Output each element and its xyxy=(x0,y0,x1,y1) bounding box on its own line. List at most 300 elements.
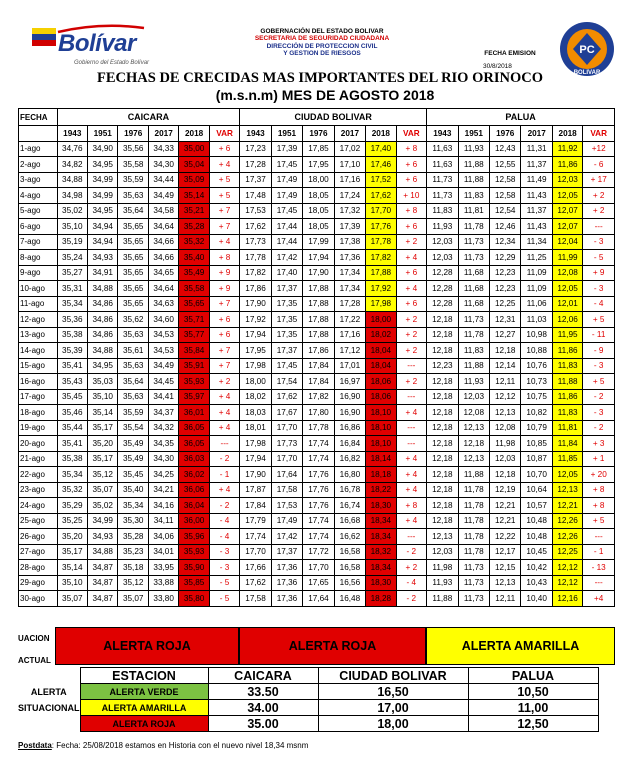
caicara-cell: 35,02 xyxy=(88,498,118,514)
caicara-cell: + 4 xyxy=(209,389,239,405)
caicara-cell: 35,20 xyxy=(57,529,87,545)
palua-cell: 12,21 xyxy=(490,513,521,529)
date-cell: 3-ago xyxy=(19,172,58,188)
legend-station-bolivar: CIUDAD BOLIVAR xyxy=(318,668,468,684)
bolivar-cell: 17,85 xyxy=(303,141,334,157)
year-header-bolivar-3: 2017 xyxy=(334,126,365,142)
caicara-cell: + 9 xyxy=(209,265,239,281)
caicara-cell: 35,17 xyxy=(57,544,87,560)
caicara-cell: 34,63 xyxy=(148,296,178,312)
bolivar-cell: 17,23 xyxy=(240,141,271,157)
palua-cell: 12,13 xyxy=(552,482,582,498)
bolivar-cell: 18,00 xyxy=(366,312,396,328)
palua-cell: 11,99 xyxy=(552,250,582,266)
palua-cell: 12,23 xyxy=(490,265,521,281)
bolivar-cell: 17,58 xyxy=(240,591,271,607)
palua-cell: 11,83 xyxy=(427,203,458,219)
palua-cell: 12,18 xyxy=(490,467,521,483)
caicara-cell: 35,34 xyxy=(57,467,87,483)
caicara-cell: 35,20 xyxy=(88,436,118,452)
bolivar-cell: 17,28 xyxy=(240,157,271,173)
caicara-cell: 36,00 xyxy=(179,513,209,529)
bolivar-cell: 16,82 xyxy=(334,451,365,467)
palua-cell: 11,73 xyxy=(427,188,458,204)
palua-cell: 12,31 xyxy=(490,312,521,328)
caicara-cell: 34,86 xyxy=(88,312,118,328)
palua-cell: 12,28 xyxy=(427,281,458,297)
caicara-cell: 34,99 xyxy=(88,172,118,188)
bolivar-cell: 17,94 xyxy=(303,250,334,266)
caicara-cell: 35,63 xyxy=(118,389,148,405)
bolivar-cell: + 8 xyxy=(396,141,427,157)
caicara-cell: 35,34 xyxy=(118,498,148,514)
palua-cell: 12,08 xyxy=(458,405,489,421)
caicara-cell: 35,17 xyxy=(88,451,118,467)
caicara-cell: 34,37 xyxy=(148,405,178,421)
shield-letters: PC xyxy=(579,44,595,56)
palua-cell: 12,29 xyxy=(490,250,521,266)
palua-cell: + 3 xyxy=(583,436,615,452)
caicara-cell: 35,14 xyxy=(88,405,118,421)
date-cell: 10-ago xyxy=(19,281,58,297)
palua-cell: - 2 xyxy=(583,389,615,405)
situacion-label xyxy=(18,628,54,672)
table-row xyxy=(19,343,615,359)
palua-cell: 12,08 xyxy=(552,265,582,281)
alert-legend-table xyxy=(18,667,599,732)
bolivar-cell: + 8 xyxy=(396,498,427,514)
table-row xyxy=(19,234,615,250)
table-body xyxy=(19,141,615,606)
bolivar-cell: 17,90 xyxy=(240,296,271,312)
bolivar-cell: 17,62 xyxy=(271,389,302,405)
bolivar-cell: 17,70 xyxy=(271,451,302,467)
bolivar-cell: 17,44 xyxy=(271,234,302,250)
bolivar-cell: 16,62 xyxy=(334,529,365,545)
alert-bolivar: ALERTA ROJA xyxy=(239,627,426,665)
palua-cell: + 20 xyxy=(583,467,615,483)
palua-cell: 12,18 xyxy=(427,327,458,343)
situacion-label-bottom: ACTUAL xyxy=(18,656,51,665)
caicara-cell: 35,65 xyxy=(118,296,148,312)
caicara-cell: 35,18 xyxy=(118,560,148,576)
bolivar-cell: 17,54 xyxy=(271,374,302,390)
bolivar-cell: 17,38 xyxy=(334,234,365,250)
bolivar-cell: 17,02 xyxy=(334,141,365,157)
year-header-caicara-3: 2017 xyxy=(148,126,178,142)
caicara-cell: 35,02 xyxy=(57,203,87,219)
caicara-cell: - 4 xyxy=(209,529,239,545)
palua-cell: 11,43 xyxy=(521,219,552,235)
palua-cell: 12,18 xyxy=(458,436,489,452)
caicara-cell: 36,05 xyxy=(179,420,209,436)
palua-cell: 11,88 xyxy=(458,172,489,188)
palua-cell: - 13 xyxy=(583,560,615,576)
bolivar-cell: 18,00 xyxy=(240,374,271,390)
table-row xyxy=(19,467,615,483)
date-cell: 27-ago xyxy=(19,544,58,560)
palua-cell: 11,63 xyxy=(427,141,458,157)
fecha-header: FECHA xyxy=(19,109,58,126)
bolivar-cell: 18,04 xyxy=(366,358,396,374)
bolivar-cell: 17,49 xyxy=(271,188,302,204)
bolivar-cell: 17,78 xyxy=(303,420,334,436)
year-header-caicara-4: 2018 xyxy=(179,126,209,142)
bolivar-cell: --- xyxy=(396,529,427,545)
table-row xyxy=(19,219,615,235)
palua-cell: + 5 xyxy=(583,312,615,328)
date-cell: 8-ago xyxy=(19,250,58,266)
bolivar-cell: 18,06 xyxy=(366,374,396,390)
year-header-palua-3: 2017 xyxy=(521,126,552,142)
bolivar-cell: 17,28 xyxy=(334,296,365,312)
palua-cell: 11,06 xyxy=(521,296,552,312)
bolivar-cell: 17,84 xyxy=(240,498,271,514)
caicara-cell: 36,03 xyxy=(179,451,209,467)
caicara-cell: 34,41 xyxy=(148,389,178,405)
caicara-cell: 36,01 xyxy=(179,405,209,421)
bolivar-cell: 17,01 xyxy=(334,358,365,374)
palua-cell: 11,78 xyxy=(458,498,489,514)
bolivar-cell: 17,92 xyxy=(366,281,396,297)
table-row xyxy=(19,544,615,560)
caicara-cell: + 6 xyxy=(209,312,239,328)
bolivar-cell: 18,32 xyxy=(366,544,396,560)
palua-cell: 12,03 xyxy=(427,544,458,560)
bolivar-cell: 17,95 xyxy=(303,157,334,173)
palua-cell: + 8 xyxy=(583,498,615,514)
bolivar-cell: 17,98 xyxy=(240,358,271,374)
palua-cell: 12,16 xyxy=(552,591,582,607)
caicara-cell: 34,66 xyxy=(148,250,178,266)
palua-cell: 12,01 xyxy=(552,296,582,312)
caicara-cell: 34,01 xyxy=(148,544,178,560)
palua-cell: + 1 xyxy=(583,451,615,467)
caicara-cell: 35,71 xyxy=(179,312,209,328)
palua-cell: 11,98 xyxy=(490,436,521,452)
caicara-cell: + 7 xyxy=(209,203,239,219)
palua-cell: 11,88 xyxy=(427,591,458,607)
caicara-cell: 35,10 xyxy=(57,219,87,235)
caicara-cell: + 4 xyxy=(209,405,239,421)
date-cell: 14-ago xyxy=(19,343,58,359)
bolivar-cell: 17,42 xyxy=(271,250,302,266)
bolivar-cell: + 4 xyxy=(396,250,427,266)
postdata-text: : Fecha: 25/08/2018 estamos en Historia con el nuevo nivel 18,34 msnm xyxy=(51,741,309,750)
palua-cell: 12,07 xyxy=(552,203,582,219)
palua-cell: 12,18 xyxy=(427,451,458,467)
bolivar-cell: 17,37 xyxy=(271,343,302,359)
bolivar-cell: 16,90 xyxy=(334,389,365,405)
logo-word: Bolívar xyxy=(58,30,136,57)
caicara-cell: 35,64 xyxy=(118,203,148,219)
caicara-cell: 34,98 xyxy=(57,188,87,204)
date-cell: 19-ago xyxy=(19,420,58,436)
bolivar-cell: 17,66 xyxy=(240,560,271,576)
palua-cell: - 4 xyxy=(583,296,615,312)
legend-level-name: ALERTA VERDE xyxy=(80,684,208,700)
caicara-cell: 35,77 xyxy=(179,327,209,343)
palua-cell: 11,92 xyxy=(552,141,582,157)
palua-cell: 11,78 xyxy=(458,482,489,498)
bolivar-cell: 18,10 xyxy=(366,405,396,421)
palua-cell: 10,76 xyxy=(521,358,552,374)
bolivar-cell: 17,82 xyxy=(366,250,396,266)
palua-cell: 12,05 xyxy=(552,467,582,483)
table-row xyxy=(19,482,615,498)
palua-cell: 10,42 xyxy=(521,560,552,576)
palua-cell: 11,68 xyxy=(458,281,489,297)
bolivar-cell: 18,34 xyxy=(366,560,396,576)
bolivar-cell: 17,36 xyxy=(271,560,302,576)
caicara-cell: 35,04 xyxy=(179,157,209,173)
palua-cell: 10,57 xyxy=(521,498,552,514)
bolivar-cell: + 6 xyxy=(396,157,427,173)
palua-cell: - 11 xyxy=(583,327,615,343)
year-header-caicara-0: 1943 xyxy=(57,126,87,142)
caicara-cell: 34,65 xyxy=(148,265,178,281)
caicara-cell: 34,95 xyxy=(88,203,118,219)
palua-cell: 12,13 xyxy=(458,420,489,436)
palua-cell: - 6 xyxy=(583,157,615,173)
palua-cell: + 9 xyxy=(583,265,615,281)
caicara-cell: 34,93 xyxy=(88,250,118,266)
proteccion-civil-shield-icon xyxy=(558,20,616,78)
palua-cell: 12,18 xyxy=(427,420,458,436)
palua-cell: 11,73 xyxy=(427,172,458,188)
bolivar-cell: 17,62 xyxy=(366,188,396,204)
caicara-cell: 35,63 xyxy=(118,358,148,374)
palua-cell: 12,25 xyxy=(552,544,582,560)
flag-icon xyxy=(32,28,56,46)
caicara-cell: 34,87 xyxy=(88,575,118,591)
bolivar-cell: 18,22 xyxy=(366,482,396,498)
bolivar-cell: 18,10 xyxy=(366,420,396,436)
bolivar-cell: 17,84 xyxy=(303,358,334,374)
bolivar-cell: 17,24 xyxy=(334,188,365,204)
palua-cell: 12,03 xyxy=(552,172,582,188)
caicara-cell: 35,40 xyxy=(179,250,209,266)
caicara-cell: 35,56 xyxy=(118,141,148,157)
palua-cell: 11,78 xyxy=(458,327,489,343)
bolivar-cell: + 4 xyxy=(396,451,427,467)
caicara-cell: 35,41 xyxy=(57,436,87,452)
caicara-cell: - 3 xyxy=(209,560,239,576)
palua-cell: 12,08 xyxy=(490,420,521,436)
caicara-cell: 36,05 xyxy=(179,436,209,452)
caicara-cell: 34,45 xyxy=(148,374,178,390)
bolivar-cell: 17,98 xyxy=(240,436,271,452)
caicara-cell: 34,87 xyxy=(88,591,118,607)
caicara-cell: 34,06 xyxy=(148,529,178,545)
table-row xyxy=(19,141,615,157)
caicara-cell: + 6 xyxy=(209,327,239,343)
date-cell: 23-ago xyxy=(19,482,58,498)
palua-cell: 12,23 xyxy=(490,281,521,297)
bolivar-cell: 17,58 xyxy=(271,482,302,498)
org-line-3: DIRECCIÓN DE PROTECCION CIVIL xyxy=(266,42,378,50)
legend-row xyxy=(18,700,598,716)
legend-side-label: SITUACIONAL xyxy=(18,702,80,713)
caicara-cell: + 7 xyxy=(209,296,239,312)
caicara-cell: 34,44 xyxy=(148,172,178,188)
palua-cell: 11,09 xyxy=(521,265,552,281)
caicara-cell: 35,93 xyxy=(179,544,209,560)
bolivar-cell: 17,98 xyxy=(366,296,396,312)
caicara-cell: 34,35 xyxy=(148,436,178,452)
bolivar-cell: 18,30 xyxy=(366,498,396,514)
legend-station-palua: PALUA xyxy=(468,668,598,684)
table-row xyxy=(19,250,615,266)
bolivar-cell: - 4 xyxy=(396,575,427,591)
caicara-cell: 34,21 xyxy=(148,482,178,498)
bolivar-cell: 17,53 xyxy=(271,498,302,514)
caicara-cell: 34,30 xyxy=(148,451,178,467)
date-cell: 21-ago xyxy=(19,451,58,467)
caicara-cell: 35,59 xyxy=(118,172,148,188)
caicara-cell: 35,28 xyxy=(118,529,148,545)
palua-cell: 11,31 xyxy=(521,141,552,157)
palua-cell: 12,13 xyxy=(458,451,489,467)
palua-cell: - 3 xyxy=(583,405,615,421)
palua-cell: 11,09 xyxy=(521,281,552,297)
bolivar-cell: 18,06 xyxy=(366,389,396,405)
date-cell: 15-ago xyxy=(19,358,58,374)
caicara-cell: 35,12 xyxy=(118,575,148,591)
bolivar-cell: 17,88 xyxy=(366,265,396,281)
bolivar-cell: + 4 xyxy=(396,467,427,483)
palua-cell: - 9 xyxy=(583,343,615,359)
palua-cell: 12,23 xyxy=(427,358,458,374)
caicara-cell: 35,32 xyxy=(57,482,87,498)
palua-cell: 11,73 xyxy=(458,312,489,328)
caicara-cell: 35,31 xyxy=(57,281,87,297)
caicara-cell: 34,64 xyxy=(148,281,178,297)
table-row xyxy=(19,498,615,514)
caicara-cell: 35,58 xyxy=(118,157,148,173)
palua-cell: 11,88 xyxy=(458,358,489,374)
bolivar-cell: 17,32 xyxy=(334,203,365,219)
date-cell: 26-ago xyxy=(19,529,58,545)
palua-cell: 12,18 xyxy=(427,374,458,390)
palua-cell: 12,12 xyxy=(552,560,582,576)
legend-value: 16,50 xyxy=(318,684,468,700)
bolivar-cell: 17,36 xyxy=(271,575,302,591)
palua-cell: 12,26 xyxy=(552,529,582,545)
palua-cell: 11,68 xyxy=(458,296,489,312)
bolivar-cell: + 6 xyxy=(396,296,427,312)
bolivar-cell: 17,70 xyxy=(240,544,271,560)
org-line-2: SECRETARIA DE SEGURIDAD CIUDADANA xyxy=(254,35,390,43)
table-row xyxy=(19,172,615,188)
caicara-cell: 35,65 xyxy=(118,219,148,235)
bolivar-cell: 17,82 xyxy=(303,389,334,405)
palua-cell: 11,86 xyxy=(552,157,582,173)
palua-cell: 11,73 xyxy=(458,575,489,591)
bolivar-cell: 17,86 xyxy=(303,343,334,359)
table-row xyxy=(19,513,615,529)
bolivar-cell: 17,64 xyxy=(303,591,334,607)
date-cell: 18-ago xyxy=(19,405,58,421)
bolivar-cell: 17,10 xyxy=(334,157,365,173)
table-row xyxy=(19,529,615,545)
year-header-palua-4: 2018 xyxy=(552,126,582,142)
caicara-cell: 34,49 xyxy=(148,188,178,204)
palua-cell: 12,05 xyxy=(552,281,582,297)
date-cell: 29-ago xyxy=(19,575,58,591)
bolivar-cell: + 8 xyxy=(396,203,427,219)
palua-cell: + 5 xyxy=(583,513,615,529)
table-row xyxy=(19,358,615,374)
caicara-cell: 34,25 xyxy=(148,467,178,483)
bolivar-cell: 18,30 xyxy=(366,575,396,591)
palua-cell: 12,03 xyxy=(427,250,458,266)
caicara-cell: 34,94 xyxy=(88,234,118,250)
caicara-cell: 35,65 xyxy=(118,281,148,297)
caicara-cell: 34,49 xyxy=(148,358,178,374)
caicara-cell: 35,63 xyxy=(118,188,148,204)
bolivar-cell: 17,72 xyxy=(303,544,334,560)
bolivar-cell: 17,88 xyxy=(303,327,334,343)
bolivar-cell: 17,74 xyxy=(303,529,334,545)
bolivar-cell: 18,04 xyxy=(366,343,396,359)
alert-palua: ALERTA AMARILLA xyxy=(426,627,615,665)
legend-value: 33.50 xyxy=(208,684,318,700)
table-row xyxy=(19,374,615,390)
caicara-cell: 35,63 xyxy=(118,327,148,343)
caicara-cell: 33,95 xyxy=(148,560,178,576)
bolivar-cell: + 6 xyxy=(396,219,427,235)
palua-cell: 11,83 xyxy=(458,188,489,204)
palua-cell: 12,11 xyxy=(490,591,521,607)
palua-cell: 12,28 xyxy=(427,296,458,312)
caicara-cell: 34,76 xyxy=(57,141,87,157)
palua-cell: 12,19 xyxy=(490,482,521,498)
palua-cell: --- xyxy=(583,529,615,545)
palua-cell: 12,21 xyxy=(552,498,582,514)
bolivar-cell: 17,78 xyxy=(366,234,396,250)
palua-cell: 11,73 xyxy=(458,591,489,607)
legend-row xyxy=(18,684,598,700)
caicara-cell: 35,49 xyxy=(118,436,148,452)
bolivar-cell: 17,48 xyxy=(240,188,271,204)
caicara-cell: 34,99 xyxy=(88,188,118,204)
palua-cell: 11,86 xyxy=(552,343,582,359)
palua-cell: 11,83 xyxy=(552,405,582,421)
bolivar-cell: + 2 xyxy=(396,234,427,250)
caicara-cell: 35,85 xyxy=(179,575,209,591)
caicara-cell: 35,27 xyxy=(57,265,87,281)
bolivar-cell: 17,62 xyxy=(240,219,271,235)
caicara-cell: - 2 xyxy=(209,498,239,514)
caicara-cell: + 2 xyxy=(209,374,239,390)
caicara-cell: 35,65 xyxy=(118,265,148,281)
caicara-cell: 34,60 xyxy=(148,312,178,328)
palua-cell: 12,12 xyxy=(490,389,521,405)
date-cell: 30-ago xyxy=(19,591,58,607)
emision-label: FECHA EMISION xyxy=(484,50,536,57)
palua-cell: 11,78 xyxy=(458,219,489,235)
bolivar-cell: 17,87 xyxy=(240,482,271,498)
caicara-cell: 35,07 xyxy=(57,591,87,607)
document-subtitle: (m.s.n.m) MES DE AGOSTO 2018 xyxy=(215,87,435,103)
situacion-label-top: UACION xyxy=(18,634,50,643)
palua-cell: + 5 xyxy=(583,374,615,390)
palua-cell: 11,85 xyxy=(552,451,582,467)
palua-cell: 12,55 xyxy=(490,157,521,173)
bolivar-cell: 18,03 xyxy=(240,405,271,421)
palua-cell: - 1 xyxy=(583,544,615,560)
